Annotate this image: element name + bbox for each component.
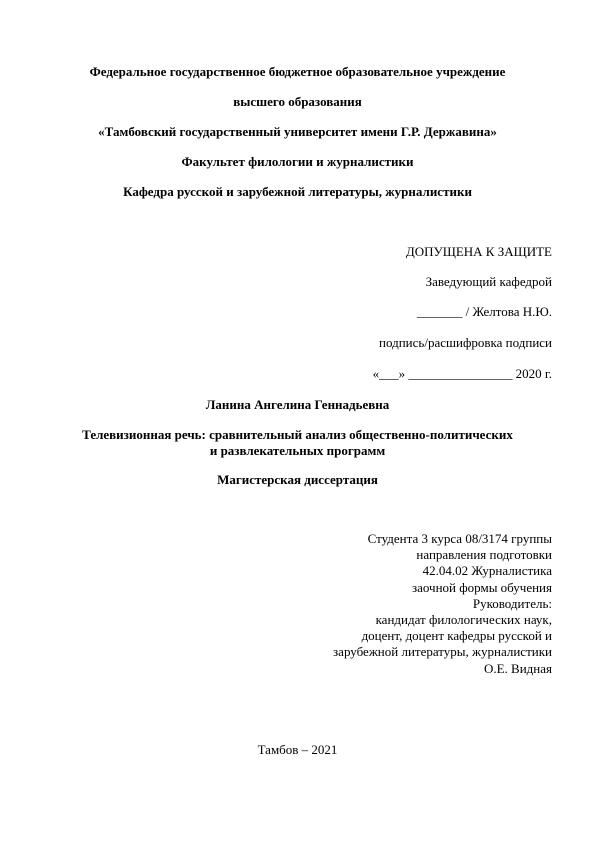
student-info-line: доцент, доцент кафедры русской и [361, 628, 552, 644]
student-info-line: заочной формы обучения [411, 579, 552, 595]
student-info-line: Студента 3 курса 08/3174 группы [367, 531, 552, 546]
approval-title: ДОПУЩЕНА К ЗАЩИТЕ [405, 244, 552, 259]
student-info-line: кандидат филологических наук, [375, 612, 552, 628]
faculty-name: Факультет филологии и журналистики [181, 154, 414, 169]
student-info-block [333, 531, 552, 677]
student-info-line: О.Е. Видная [483, 660, 552, 676]
education-level: высшего образования [233, 94, 362, 109]
signature-caption: подпись/расшифровка подписи [379, 335, 552, 350]
approval-signature: _______ / Желтова Н.Ю. [416, 304, 552, 319]
thesis-title-line-2: и развлекательных программ [209, 443, 386, 458]
student-info-line: 42.04.02 Журналистика [422, 563, 552, 579]
department-name: Кафедра русской и зарубежной литературы, журналистики [123, 184, 472, 199]
author-name: Ланина Ангелина Геннадьевна [205, 397, 390, 412]
university-name: «Тамбовский государственный университет имени Г.Р. Державина» [98, 124, 497, 139]
student-info-line: Руководитель: [472, 595, 552, 611]
city-year: Тамбов – 2021 [257, 742, 338, 757]
approval-head: Заведующий кафедрой [425, 274, 552, 289]
thesis-title-line-1: Телевизионная речь: сравнительный анализ общественно-политических [82, 427, 513, 442]
institution-type: Федеральное государственное бюджетное образовательное учреждение [89, 64, 506, 79]
student-info-line: зарубежной литературы, журналистики [333, 644, 552, 660]
approval-date: «___» ________________ 2020 г. [372, 366, 552, 381]
work-type: Магистерская диссертация [217, 472, 378, 487]
student-info-line: направления подготовки [416, 547, 552, 563]
